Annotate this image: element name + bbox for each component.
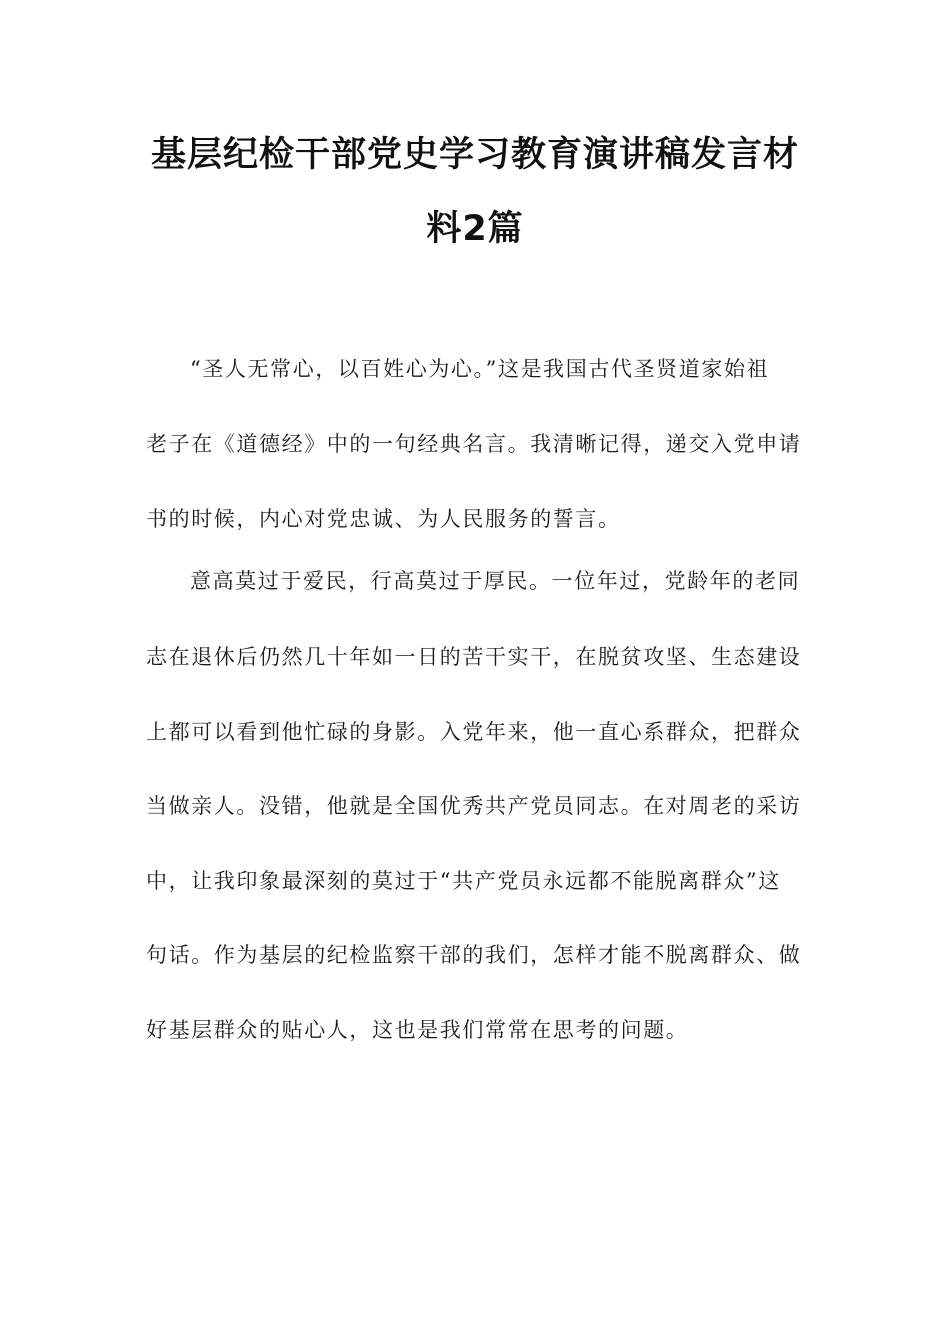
- paragraph-1-line-2: 老子在《道德经》中的一句经典名言。我清晰记得，递交入党申请: [146, 432, 802, 456]
- document-title-line-2: 料2篇: [426, 209, 524, 249]
- paragraph-1-line-1: “圣人无常心，以百姓心为心。”这是我国古代圣贤道家始祖: [190, 357, 770, 381]
- paragraph-2-line-4: 当做亲人。没错，他就是全国优秀共产党员同志。在对周老的采访: [146, 794, 802, 818]
- paragraph-2-line-5: 中，让我印象最深刻的莫过于“共产党员永远都不能脱离群众”这: [146, 869, 781, 893]
- paragraph-2-line-2: 志在退休后仍然几十年如一日的苦干实干，在脱贫攻坚、生态建设: [146, 645, 802, 669]
- document-title-line-1: 基层纪检干部党史学习教育演讲稿发言材: [150, 135, 799, 175]
- paragraph-2-line-1: 意高莫过于爱民，行高莫过于厚民。一位年过，党龄年的老同: [190, 569, 801, 593]
- paragraph-2-line-3: 上都可以看到他忙碌的身影。入党年来，他一直心系群众，把群众: [146, 720, 802, 744]
- paragraph-2-line-7: 好基层群众的贴心人，这也是我们常常在思考的问题。: [146, 1018, 689, 1042]
- paragraph-1-line-3: 书的时候，内心对党忠诚、为人民服务的誓言。: [146, 507, 621, 531]
- paragraph-2-line-6: 句话。作为基层的纪检监察干部的我们，怎样才能不脱离群众、做: [146, 943, 802, 967]
